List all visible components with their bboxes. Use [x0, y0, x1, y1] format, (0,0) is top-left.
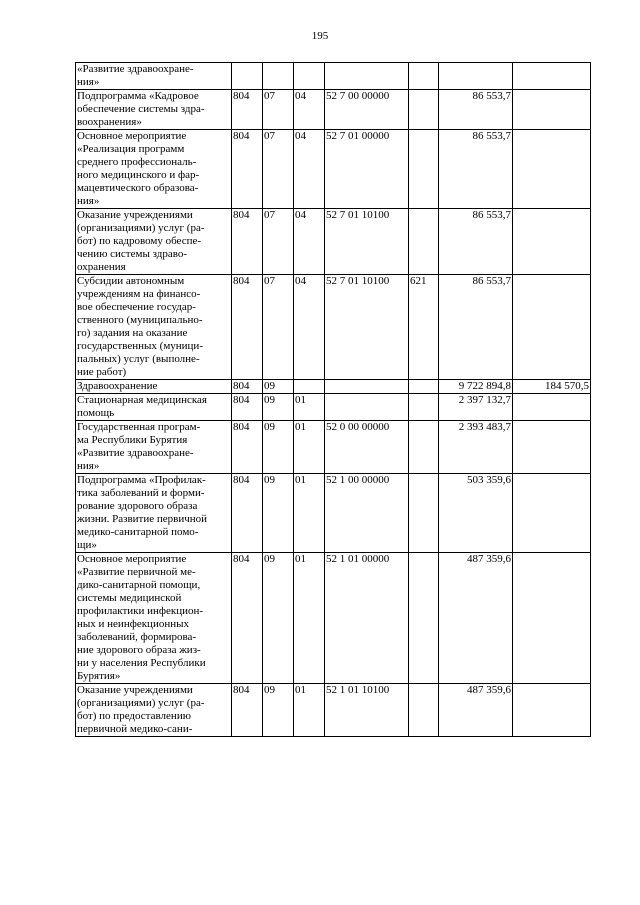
target-article-cell [325, 394, 409, 421]
amount-extra-cell [513, 553, 591, 684]
table-row [76, 394, 591, 421]
item-name-cell [76, 394, 232, 421]
item-name-line: щи» [77, 539, 97, 551]
amount-cell [439, 63, 513, 90]
table-row [76, 275, 591, 380]
expense-type-cell [409, 553, 439, 684]
item-name-line: (организациями) услуг (ра- [77, 222, 205, 234]
subsection-code-cell: 01 [294, 684, 325, 737]
item-name-cell [76, 553, 232, 684]
item-name-cell [76, 63, 232, 90]
item-name-cell [76, 684, 232, 737]
target-article-cell: 52 7 01 10100 [325, 209, 409, 275]
expense-type-cell [409, 63, 439, 90]
item-name-line: учреждениям на финансо- [77, 288, 201, 300]
subsection-code-cell: 04 [294, 90, 325, 130]
expense-type-cell [409, 474, 439, 553]
item-name-line: охранения [77, 261, 126, 273]
item-name-line: системы медицинской [77, 592, 182, 604]
subsection-code-cell [294, 63, 325, 90]
item-name-line: ни у населения Республики [77, 657, 206, 669]
section-code-cell: 07 [263, 130, 294, 209]
table-row [76, 684, 591, 737]
item-name-line: Основное мероприятие [77, 130, 187, 142]
amount-cell: 86 553,7 [439, 275, 513, 380]
amount-extra-cell [513, 130, 591, 209]
target-article-cell: 52 7 01 00000 [325, 130, 409, 209]
expense-type-cell [409, 394, 439, 421]
subsection-code-cell: 04 [294, 275, 325, 380]
table-row [76, 90, 591, 130]
amount-extra-cell [513, 63, 591, 90]
item-name-line: чению системы здраво- [77, 248, 188, 260]
department-code-cell: 804 [232, 275, 263, 380]
item-name-line: «Развитие первичной ме- [77, 566, 196, 578]
item-name-line: Субсидии автономным [77, 275, 185, 287]
amount-extra-cell [513, 421, 591, 474]
item-name-cell [76, 209, 232, 275]
item-name-cell [76, 90, 232, 130]
item-name-line: ственного (муниципально- [77, 314, 203, 326]
item-name-line: ния» [77, 460, 100, 472]
amount-extra-cell [513, 209, 591, 275]
subsection-code-cell: 04 [294, 209, 325, 275]
department-code-cell: 804 [232, 209, 263, 275]
budget-table [75, 62, 591, 737]
item-name-line: среднего профессиональ- [77, 156, 197, 168]
target-article-cell: 52 1 01 00000 [325, 553, 409, 684]
subsection-code-cell: 04 [294, 130, 325, 209]
item-name-line: «Развитие здравоохране- [77, 447, 194, 459]
target-article-cell: 52 1 01 10100 [325, 684, 409, 737]
item-name-line: ние здорового образа жиз- [77, 644, 201, 656]
item-name-line: ния» [77, 76, 100, 88]
item-name-line: бот) по предоставлению [77, 710, 191, 722]
item-name-line: «Развитие здравоохране- [77, 63, 194, 75]
section-code-cell: 07 [263, 275, 294, 380]
expense-type-cell [409, 380, 439, 394]
item-name-line: обеспечение системы здра- [77, 103, 205, 115]
table-row [76, 209, 591, 275]
department-code-cell: 804 [232, 380, 263, 394]
item-name-line: тика заболеваний и форми- [77, 487, 205, 499]
amount-extra-cell [513, 275, 591, 380]
department-code-cell: 804 [232, 553, 263, 684]
table-row [76, 421, 591, 474]
item-name-cell [76, 421, 232, 474]
item-name-line: вое обеспечение государ- [77, 301, 196, 313]
section-code-cell [263, 63, 294, 90]
item-name-line: первичной медико-сани- [77, 723, 193, 735]
item-name-cell [76, 380, 232, 394]
amount-cell: 2 397 132,7 [439, 394, 513, 421]
target-article-cell: 52 7 01 10100 [325, 275, 409, 380]
item-name-line: заболеваний, формирова- [77, 631, 197, 643]
target-article-cell [325, 380, 409, 394]
expense-type-cell [409, 130, 439, 209]
department-code-cell [232, 63, 263, 90]
department-code-cell: 804 [232, 684, 263, 737]
item-name-line: Оказание учреждениями [77, 684, 193, 696]
item-name-line: ма Республики Бурятия [77, 434, 188, 446]
subsection-code-cell: 01 [294, 474, 325, 553]
target-article-cell: 52 0 00 00000 [325, 421, 409, 474]
item-name-cell [76, 474, 232, 553]
expense-type-cell [409, 90, 439, 130]
subsection-code-cell: 01 [294, 421, 325, 474]
target-article-cell: 52 7 00 00000 [325, 90, 409, 130]
item-name-line: ных и неинфекционных [77, 618, 189, 630]
item-name-line: рование здорового образа [77, 500, 198, 512]
amount-extra-cell [513, 394, 591, 421]
item-name-line: жизни. Развитие первичной [77, 513, 208, 525]
department-code-cell: 804 [232, 130, 263, 209]
table-row [76, 130, 591, 209]
target-article-cell [325, 63, 409, 90]
section-code-cell: 09 [263, 474, 294, 553]
item-name-line: мацевтического образова- [77, 182, 199, 194]
expense-type-cell: 621 [409, 275, 439, 380]
amount-extra-cell: 184 570,5 [513, 380, 591, 394]
subsection-code-cell: 01 [294, 553, 325, 684]
amount-cell: 2 393 483,7 [439, 421, 513, 474]
item-name-line: Бурятия» [77, 670, 121, 682]
amount-cell: 86 553,7 [439, 130, 513, 209]
item-name-line: Подпрограмма «Кадровое [77, 90, 199, 102]
table-row [76, 474, 591, 553]
item-name-line: Основное мероприятие [77, 553, 187, 565]
item-name-line: пальных) услуг (выполне- [77, 353, 200, 365]
amount-cell: 86 553,7 [439, 209, 513, 275]
department-code-cell: 804 [232, 394, 263, 421]
amount-cell: 86 553,7 [439, 90, 513, 130]
amount-cell: 503 359,6 [439, 474, 513, 553]
amount-extra-cell [513, 684, 591, 737]
section-code-cell: 09 [263, 684, 294, 737]
amount-cell: 487 359,6 [439, 553, 513, 684]
target-article-cell: 52 1 00 00000 [325, 474, 409, 553]
item-name-line: Здравоохранение [77, 380, 158, 392]
subsection-code-cell [294, 380, 325, 394]
section-code-cell: 07 [263, 209, 294, 275]
expense-type-cell [409, 421, 439, 474]
item-name-line: медико-санитарной помо- [77, 526, 199, 538]
amount-extra-cell [513, 474, 591, 553]
section-code-cell: 09 [263, 380, 294, 394]
page-number: 195 [311, 30, 329, 42]
item-name-line: Стационарная медицинская [77, 394, 207, 406]
table-row [76, 553, 591, 684]
table-row [76, 63, 591, 90]
amount-cell: 487 359,6 [439, 684, 513, 737]
item-name-line: Государственная програм- [77, 421, 201, 433]
section-code-cell: 09 [263, 394, 294, 421]
item-name-line: ного медицинского и фар- [77, 169, 200, 181]
item-name-line: ния» [77, 195, 100, 207]
section-code-cell: 09 [263, 421, 294, 474]
item-name-line: го) задания на оказание [77, 327, 188, 339]
amount-cell: 9 722 894,8 [439, 380, 513, 394]
department-code-cell: 804 [232, 90, 263, 130]
item-name-line: Подпрограмма «Профилак- [77, 474, 206, 486]
item-name-line: «Реализация программ [77, 143, 185, 155]
item-name-cell [76, 275, 232, 380]
item-name-line: государственных (муници- [77, 340, 203, 352]
item-name-line: профилактики инфекцион- [77, 605, 204, 617]
amount-extra-cell [513, 90, 591, 130]
item-name-line: воохранения» [77, 116, 142, 128]
department-code-cell: 804 [232, 474, 263, 553]
item-name-cell [76, 130, 232, 209]
section-code-cell: 07 [263, 90, 294, 130]
item-name-line: ние работ) [77, 366, 127, 378]
expense-type-cell [409, 684, 439, 737]
item-name-line: бот) по кадровому обеспе- [77, 235, 202, 247]
item-name-line: помощь [77, 407, 115, 419]
table-row [76, 380, 591, 394]
item-name-line: Оказание учреждениями [77, 209, 193, 221]
item-name-line: (организациями) услуг (ра- [77, 697, 205, 709]
item-name-line: дико-санитарной помощи, [77, 579, 201, 591]
subsection-code-cell: 01 [294, 394, 325, 421]
expense-type-cell [409, 209, 439, 275]
section-code-cell: 09 [263, 553, 294, 684]
department-code-cell: 804 [232, 421, 263, 474]
